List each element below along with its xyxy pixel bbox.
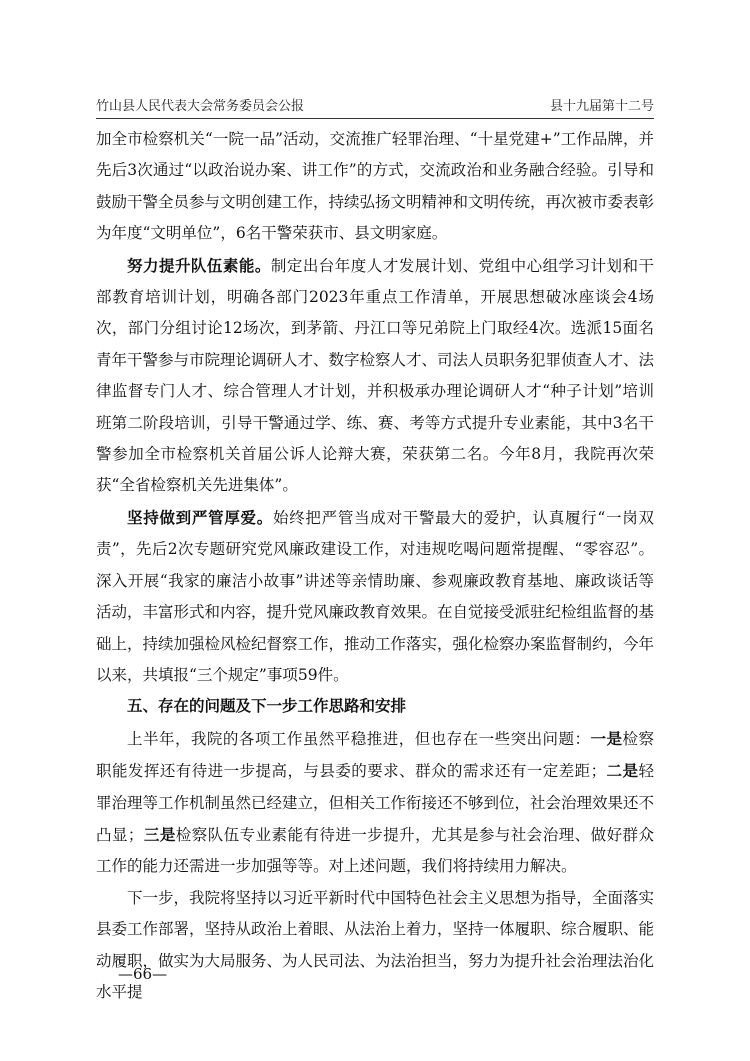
page-number: —66— — [118, 965, 168, 983]
paragraph-text: 检察队伍专业素能有待进一步提升，尤其是参与社会治理、做好群众工作的能力还需进一步加强等等。对上述问题，我们将持续用力解决。 — [96, 825, 654, 876]
paragraph-text: 轻罪治理等工作机制虽然已经建立，但相关工作衔接还不够到位，社会治理效果还不凸显； — [96, 762, 655, 844]
paragraph-text: 制定出台年度人才发展计划、党组中心组学习计划和干部教育培训计划，明确各部门2023年重点工作清单，开展思想破冰座谈会4场次，部门分组讨论12场次，到茅箭、丹江口等兄弟院上门取经4次。选派15面名青年干警参与市院理论调研人才、数字检察人才、司法人员职务犯罪侦查人才、法律监督专门人才、综合管理人才计划，并积极承办理论调研人才“种子计划”培训班第二阶段培训，引导干警通过学、练、赛、考等方式提升专业素能，其中3名干警参加全市检察机关首届公诉人论辩大赛，荣获第二名。今年8月，我院再次荣获“全省检察机关先进集体”。 — [96, 256, 655, 495]
paragraph-text: 上半年，我院的各项工作虽然平稳推进，但也存在一些突出问题： — [127, 729, 591, 748]
paragraph-strict-management — [96, 502, 654, 691]
emphasis-second: 二是 — [606, 761, 639, 781]
paragraph-next-steps: 下一步，我院将坚持以习近平新时代中国特色社会主义思想为指导，全面落实县委工作部署，坚持从政治上着眼、从法治上着力，坚持一体履职、综合履职、能动履职，做实为大局服务、为人民司法、为法治担当，努力为提升社会治理法治化水平提 — [96, 888, 655, 1001]
paragraph-problems — [96, 723, 654, 883]
header-publication-title: 竹山县人民代表大会常务委员会公报 — [96, 99, 305, 114]
header-issue-number: 县十九届第十二号 — [549, 99, 654, 114]
paragraph-lead-title: 坚持做到严管厚爱。 — [127, 507, 273, 527]
paragraph-text: 始终把严管当成对干警最大的爱护，认真履行“一岗双责”，先后2次专题研究党风廉政建设工作，对违规吃喝问题常提醒、“零容忍”。深入开展“我家的廉洁小故事”讲述等亲情助廉、参观廉政教育基地、廉政谈话等活动，丰富形式和内容，提升党风廉政教育效果。在自觉接受派驻纪检组监督的基础上，持续加强检风检纪督察工作，推动工作落实，强化检察办案监督制约，今年以来，共填报“三个规定”事项59件。 — [96, 508, 655, 684]
paragraph-lead-title: 努力提升队伍素能。 — [127, 255, 271, 275]
document-body — [96, 124, 654, 1008]
header-rule — [96, 118, 654, 119]
emphasis-first: 一是 — [590, 728, 623, 748]
section-heading: 五、存在的问题及下一步工作思路和安排 — [127, 697, 407, 716]
paragraph-text: 检察职能发挥还有待进一步提高，与县委的要求、群众的需求还有一定差距； — [96, 729, 654, 781]
paragraph-continuation: 加全市检察机关“一院一品”活动，交流推广轻罪治理、“十星党建+”工作品牌，并先后3次通过“以政治说办案、讲工作”的方式，交流政治和业务融合经验。引导和鼓励干警全员参与文明创建工作，持续弘扬文明精神和文明传统，再次被市委表彰为年度“文明单位”，6名干警荣获市、县文明家庭。 — [96, 130, 655, 243]
paragraph-team-quality — [96, 250, 654, 502]
emphasis-third: 三是 — [143, 824, 176, 844]
